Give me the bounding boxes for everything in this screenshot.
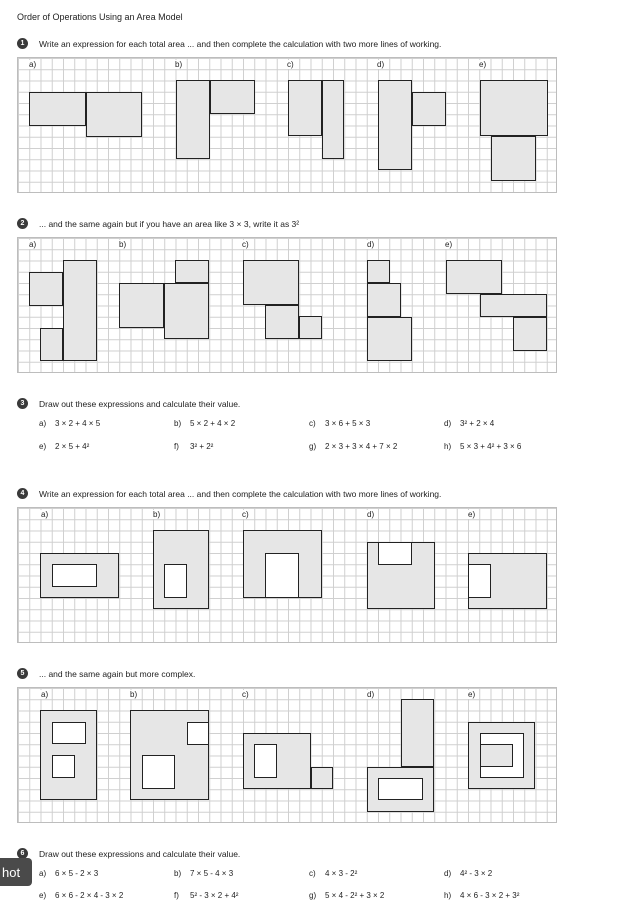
hole-rect (378, 778, 423, 800)
question-1 (17, 38, 441, 49)
hole-rect (142, 755, 175, 789)
hole-rect (265, 553, 299, 598)
hole-rect (52, 755, 75, 778)
area-rect (29, 272, 63, 306)
hole-rect (164, 564, 187, 598)
area-rect (265, 305, 299, 339)
expression-item: b) 7 × 5 - 4 × 3 (174, 869, 234, 878)
area-rect (480, 744, 513, 767)
grid-label: a) (41, 510, 49, 519)
expression-item: d) 3² + 2 × 4 (444, 419, 495, 428)
area-rect (210, 80, 255, 114)
side-tab[interactable]: hot (0, 858, 32, 886)
grid-q2 (17, 237, 557, 373)
question-number-1: 1 (17, 38, 28, 49)
area-rect (243, 260, 299, 305)
question-number-5: 5 (17, 668, 28, 679)
page-title: Order of Operations Using an Area Model (17, 12, 183, 22)
grid-label: b) (153, 510, 161, 519)
question-2-text: ... and the same again but if you have an area like 3 × 3, write it as 3² (39, 218, 300, 229)
grid-label: a) (29, 60, 37, 69)
area-rect (367, 283, 401, 317)
expression-item: c) 4 × 3 - 2² (309, 869, 358, 878)
expression-item: g) 2 × 3 + 3 × 4 + 7 × 2 (309, 442, 398, 451)
area-rect (480, 294, 547, 317)
question-number-4: 4 (17, 488, 28, 499)
area-rect (367, 317, 412, 361)
expression-item: f) 5² - 3 × 2 + 4² (174, 891, 239, 900)
expression-item: h) 4 × 6 - 3 × 2 + 3² (444, 891, 520, 900)
expression-item: a) 6 × 5 - 2 × 3 (39, 869, 99, 878)
grid-label: c) (287, 60, 294, 69)
grid-label: a) (29, 240, 37, 249)
area-rect (86, 92, 142, 137)
grid-label: c) (242, 510, 249, 519)
expression-item: g) 5 × 4 - 2² + 3 × 2 (309, 891, 385, 900)
question-1-text: Write an expression for each total area ... and then complete the calculation with two more lines of working. (39, 38, 442, 49)
area-rect (164, 283, 209, 339)
expression-item: c) 3 × 6 + 5 × 3 (309, 419, 371, 428)
grid-label: b) (130, 690, 138, 699)
expression-item: f) 3² + 2² (174, 442, 214, 451)
grid-q1 (17, 57, 557, 193)
grid-label: e) (445, 240, 453, 249)
grid-label: d) (367, 510, 375, 519)
grid-label: b) (175, 60, 183, 69)
hole-rect (468, 564, 491, 598)
grid-label: c) (242, 690, 249, 699)
question-2 (17, 218, 299, 229)
expression-item: e) 6 × 6 - 2 × 4 - 3 × 2 (39, 891, 124, 900)
expression-item: h) 5 × 3 + 4² + 3 × 6 (444, 442, 522, 451)
question-number-6: 6 (17, 848, 28, 859)
grid-label: c) (242, 240, 249, 249)
question-number-3: 3 (17, 398, 28, 409)
grid-label: b) (119, 240, 127, 249)
question-3 (17, 398, 240, 409)
grid-label: e) (468, 510, 476, 519)
area-rect (288, 80, 322, 136)
grid-label: d) (367, 240, 375, 249)
area-rect (446, 260, 502, 294)
area-rect (378, 80, 412, 170)
hole-rect (187, 722, 209, 745)
area-rect (367, 260, 390, 283)
area-rect (480, 80, 548, 136)
expression-item: b) 5 × 2 + 4 × 2 (174, 419, 236, 428)
expression-item: a) 3 × 2 + 4 × 5 (39, 419, 101, 428)
expression-item: d) 4² - 3 × 2 (444, 869, 493, 878)
area-rect (311, 767, 333, 789)
hole-rect (52, 564, 97, 587)
grid-label: d) (367, 690, 375, 699)
area-rect (299, 316, 322, 339)
area-rect (491, 136, 536, 181)
question-6-text: Draw out these expressions and calculate their value. (39, 848, 241, 859)
grid-q4 (17, 507, 557, 643)
area-rect (176, 80, 210, 159)
question-6 (17, 848, 240, 859)
grid-label: d) (377, 60, 385, 69)
area-rect (119, 283, 164, 328)
area-rect (29, 92, 86, 126)
grid-label: e) (468, 690, 476, 699)
area-rect (322, 80, 344, 159)
grid-label: a) (41, 690, 49, 699)
area-rect (412, 92, 446, 126)
expression-item: e) 2 × 5 + 4² (39, 442, 90, 451)
hole-rect (378, 542, 412, 565)
question-5-text: ... and the same again but more complex. (39, 668, 196, 679)
grid-q5 (17, 687, 557, 823)
question-number-2: 2 (17, 218, 28, 229)
question-5 (17, 668, 195, 679)
grid-label: e) (479, 60, 487, 69)
question-4 (17, 488, 441, 499)
hole-rect (52, 722, 86, 744)
hole-rect (254, 744, 277, 778)
area-rect (513, 317, 547, 351)
area-rect (401, 699, 434, 767)
question-3-text: Draw out these expressions and calculate their value. (39, 398, 241, 409)
area-rect (63, 260, 97, 361)
area-rect (40, 328, 63, 361)
area-rect (175, 260, 209, 283)
question-4-text: Write an expression for each total area ... and then complete the calculation with two more lines of working. (39, 488, 442, 499)
